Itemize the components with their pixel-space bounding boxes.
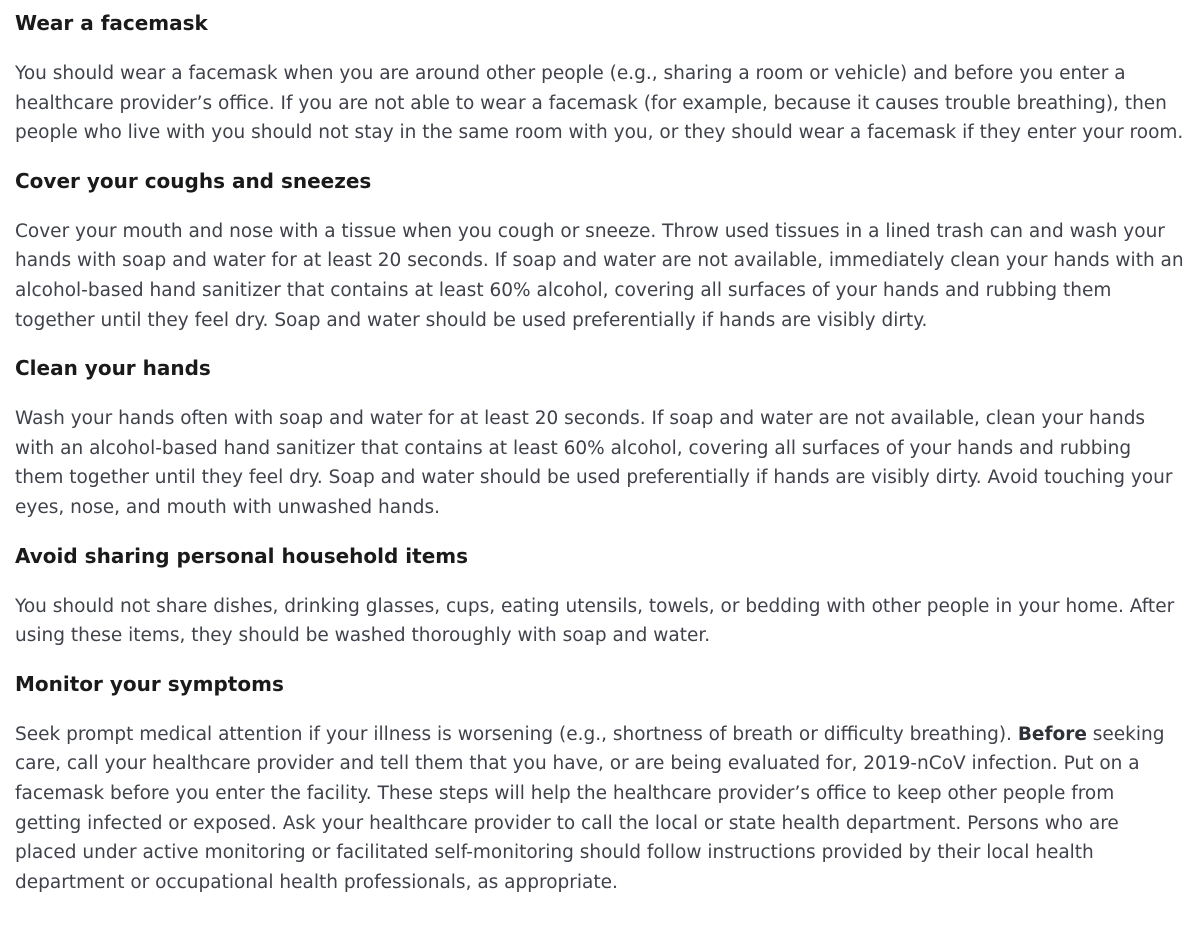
paragraph-text-before-bold: Seek prompt medical attention if your illness is worsening (e.g., shortness of breath or difficulty breathing).	[15, 723, 1018, 745]
paragraph-text-after-bold: seeking care, call your healthcare provider and tell them that you have, or are being evaluated for, 2019-nCoV infection. Put on a facemask before you enter the facility. These steps will help the healthcare provider’s office to keep other people from getting infected or exposed. Ask your healthcare provider to call the local or state health department. Persons who are placed under active monitoring or facilitated self-monitoring should follow instructions provided by their local health department or occupational health professionals, as appropriate.	[15, 723, 1165, 893]
section-paragraph: You should wear a facemask when you are around other people (e.g., sharing a room or vehicle) and before you enter a healthcare provider’s office. If you are not able to wear a facemask (for example, because it causes trouble breathing), then people who live with you should not stay in the same room with you, or they should wear a facemask if they enter your room.	[15, 63, 1184, 144]
section-heading: Wear a facemask	[15, 11, 208, 35]
section-wear-a-facemask	[15, 10, 1184, 148]
section-heading: Avoid sharing personal household items	[15, 543, 469, 568]
bold-word-before: Before	[1017, 723, 1087, 745]
section-paragraph: You should not share dishes, drinking glasses, cups, eating utensils, towels, or bedding with other people in your home. After using these items, they should be washed thoroughly with soap and water.	[15, 595, 1175, 647]
section-paragraph	[15, 720, 1184, 898]
section-heading: Monitor your symptoms	[15, 671, 284, 696]
section-paragraph: Wash your hands often with soap and water for at least 20 seconds. If soap and water are not available, clean your hands with an alcohol-based hand sanitizer that contains at least 60% alcohol, covering all surfaces of your hands and rubbing them together until they feel dry. Soap and water should be used preferentially if hands are visibly dirty. Avoid touching your eyes, nose, and mouth with unwashed hands.	[15, 408, 1173, 518]
section-cover-coughs-sneezes	[15, 168, 1184, 335]
section-clean-your-hands	[15, 355, 1184, 522]
section-heading: Cover your coughs and sneezes	[15, 168, 372, 193]
section-paragraph: Cover your mouth and nose with a tissue when you cough or sneeze. Throw used tissues in a lined trash can and wash your hands with soap and water for at least 20 seconds. If soap and water are not available, immediately clean your hands with an alcohol-based hand sanitizer that contains at least 60% alcohol, covering all surfaces of your hands and rubbing them together until they feel dry. Soap and water should be used preferentially if hands are visibly dirty.	[15, 220, 1184, 331]
section-heading: Clean your hands	[15, 356, 211, 381]
section-monitor-your-symptoms	[15, 671, 1184, 898]
section-avoid-sharing-items	[15, 543, 1184, 651]
